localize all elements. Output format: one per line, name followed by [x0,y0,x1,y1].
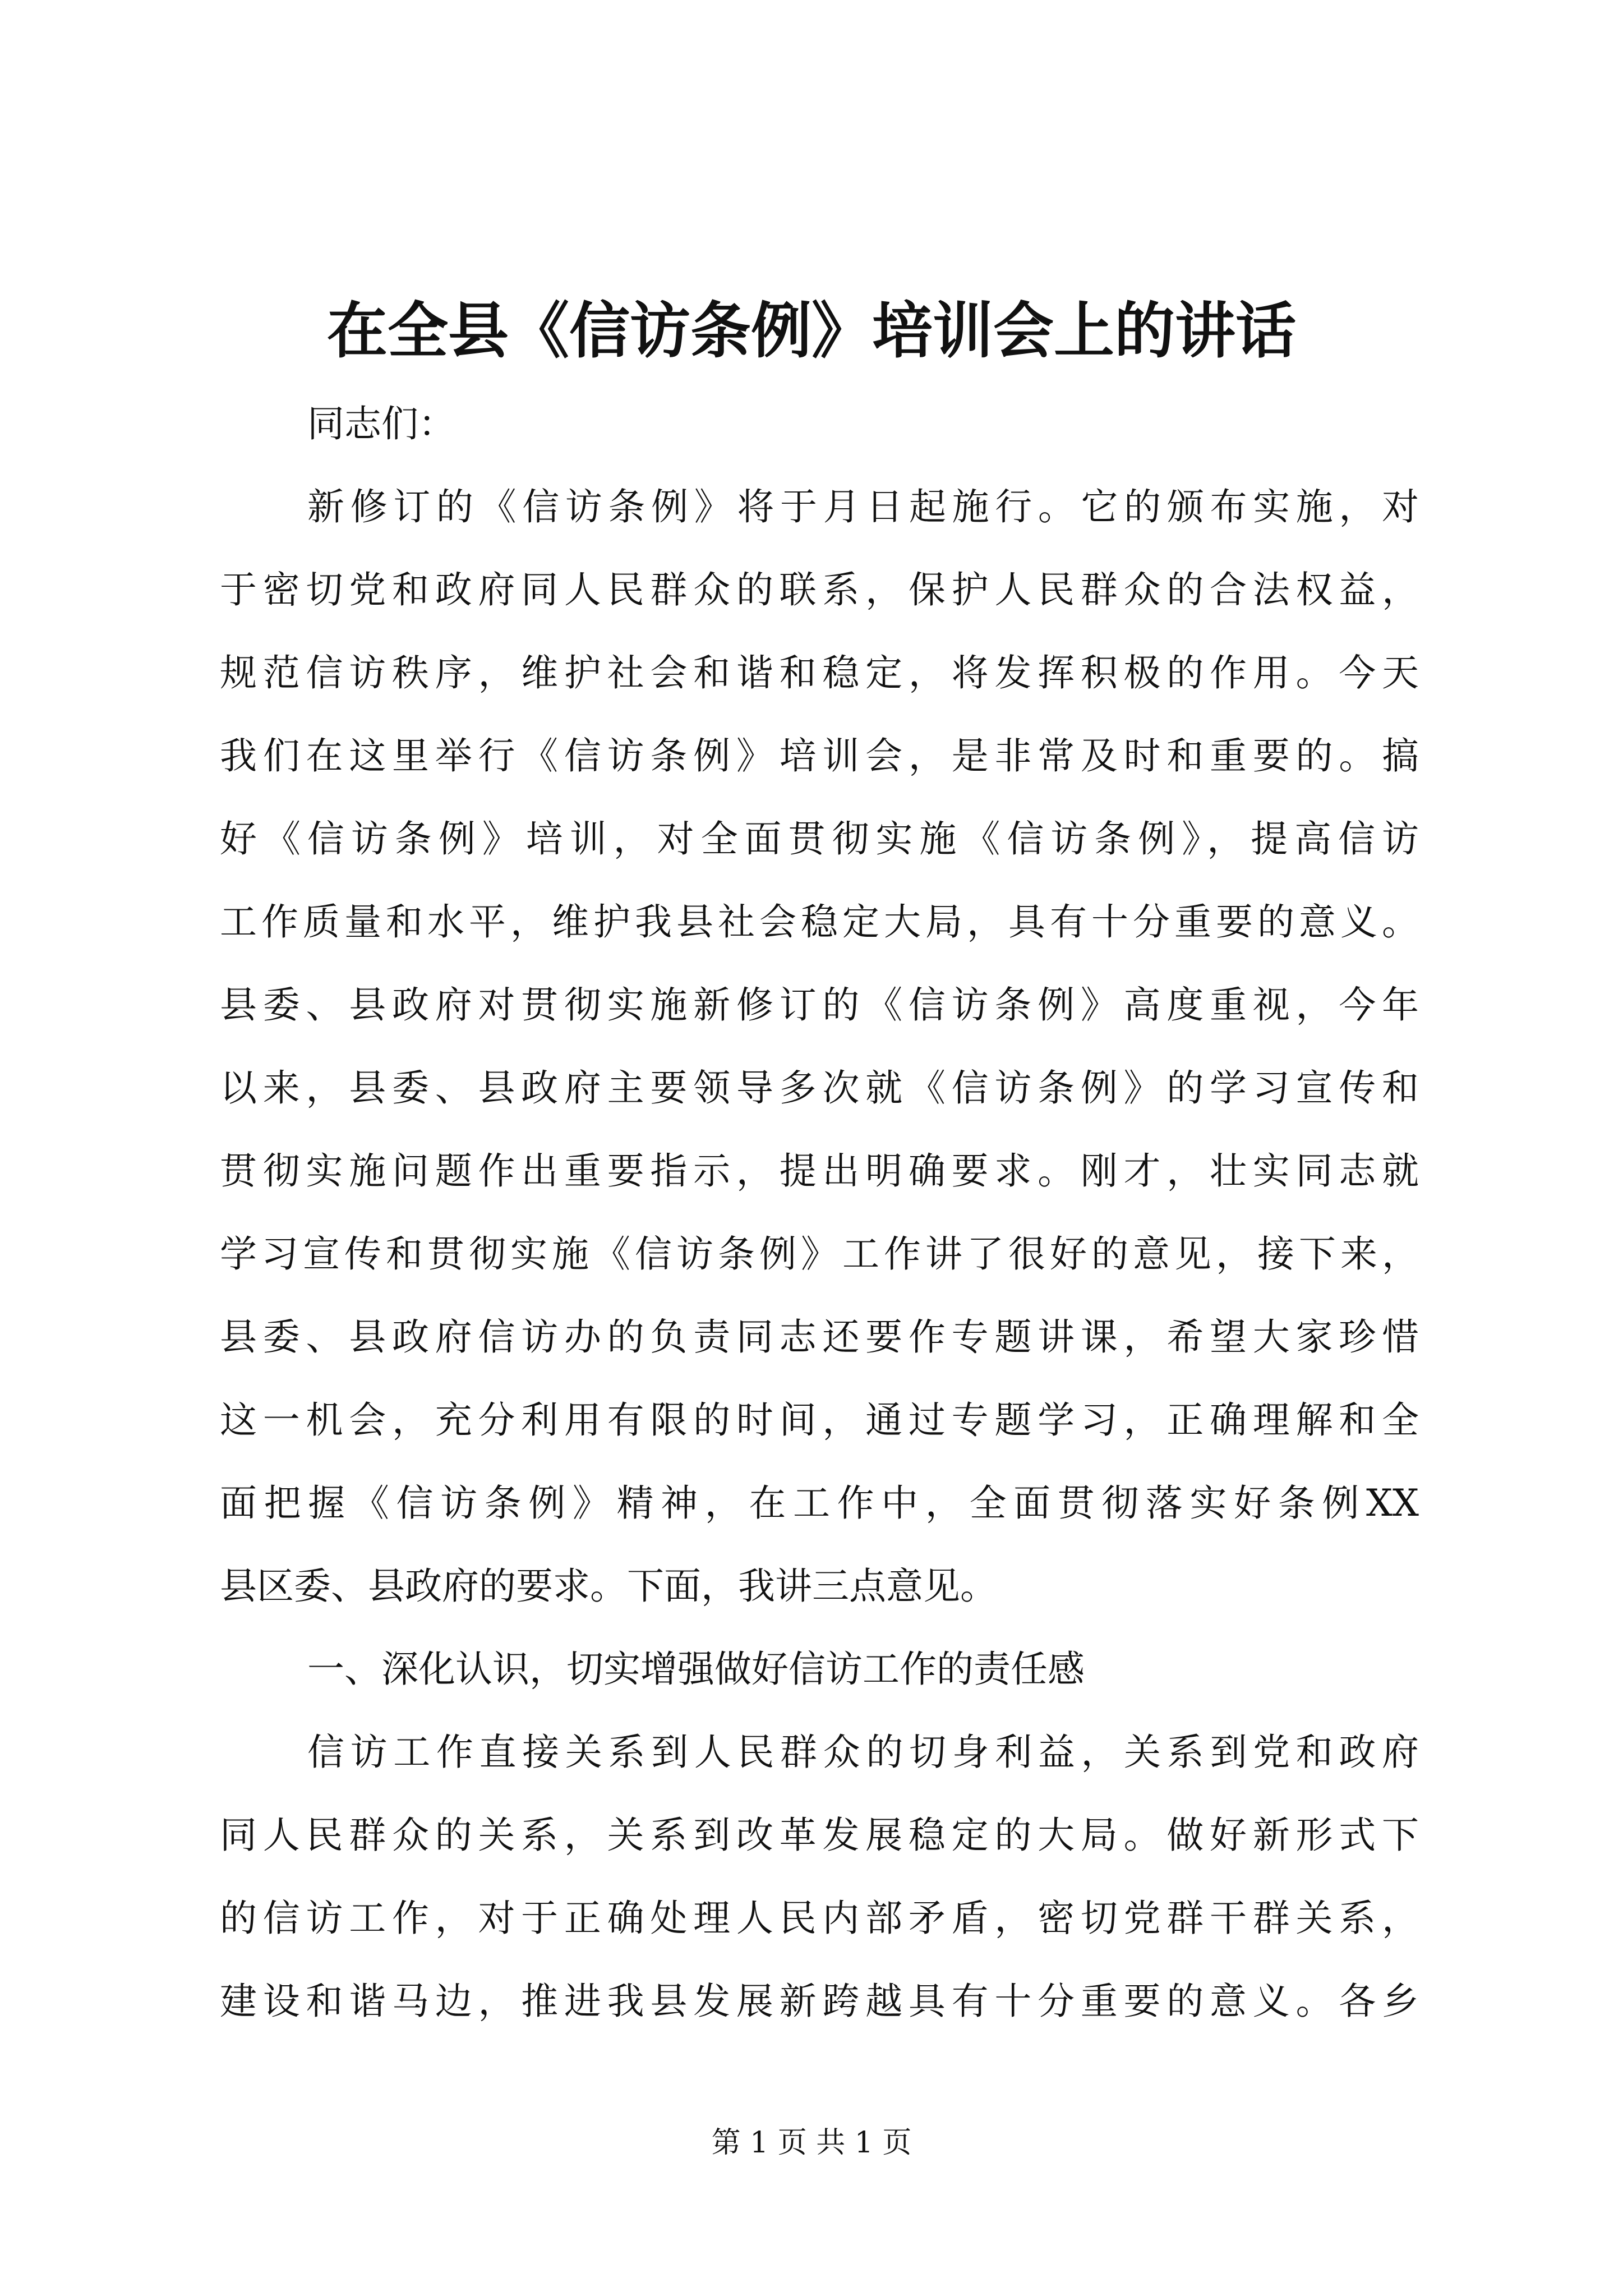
text-line: 这一机会，充分利用有限的时间，通过专题学习，正确理解和全 [220,1398,1419,1442]
text-line: 好《信访条例》培训，对全面贯彻实施《信访条例》，提高信访 [220,817,1419,861]
text-line: 新修订的《信访条例》将于月日起施行。它的颁布实施，对 [307,485,1419,528]
text-line: 同人民群众的关系，关系到改革发展稳定的大局。做好新形式下 [220,1814,1419,1857]
text-line: 学习宣传和贯彻实施《信访条例》工作讲了很好的意见，接下来， [220,1232,1419,1276]
text-line: 的信访工作，对于正确处理人民内部矛盾，密切党群干群关系， [220,1897,1419,1940]
text-line: 建设和谐马边，推进我县发展新跨越具有十分重要的意义。各乡 [220,1980,1419,2023]
text-line: 以来，县委、县政府主要领导多次就《信访条例》的学习宣传和 [220,1066,1419,1110]
text-line: 于密切党和政府同人民群众的联系，保护人民群众的合法权益， [220,568,1419,611]
document-body [220,383,1419,2043]
document-title: 在全县《信访条例》培训会上的讲话 [326,296,1296,366]
text-line: 县区委、县政府的要求。下面，我讲三点意见。 [220,1565,997,1608]
page-footer: 第 1 页 共 1 页 [711,2126,912,2160]
text-line: 同志们： [307,402,455,445]
text-line: 信访工作直接关系到人民群众的切身利益，关系到党和政府 [307,1731,1419,1774]
text-line: 贯彻实施问题作出重要指示，提出明确要求。刚才，壮实同志就 [220,1149,1419,1193]
text-line: 一、深化认识，切实增强做好信访工作的责任感 [307,1648,1085,1691]
text-line: 我们在这里举行《信访条例》培训会，是非常及时和重要的。搞 [220,734,1419,777]
text-line: 县委、县政府信访办的负责同志还要作专题讲课，希望大家珍惜 [220,1315,1419,1359]
text-line: 规范信访秩序，维护社会和谐和稳定，将发挥积极的作用。今天 [220,651,1419,694]
text-line: 县委、县政府对贯彻实施新修订的《信访条例》高度重视，今年 [220,983,1419,1027]
text-line: 工作质量和水平，维护我县社会稳定大局，具有十分重要的意义。 [220,900,1419,944]
text-line: 面把握《信访条例》精神，在工作中，全面贯彻落实好条例XX [220,1481,1419,1525]
